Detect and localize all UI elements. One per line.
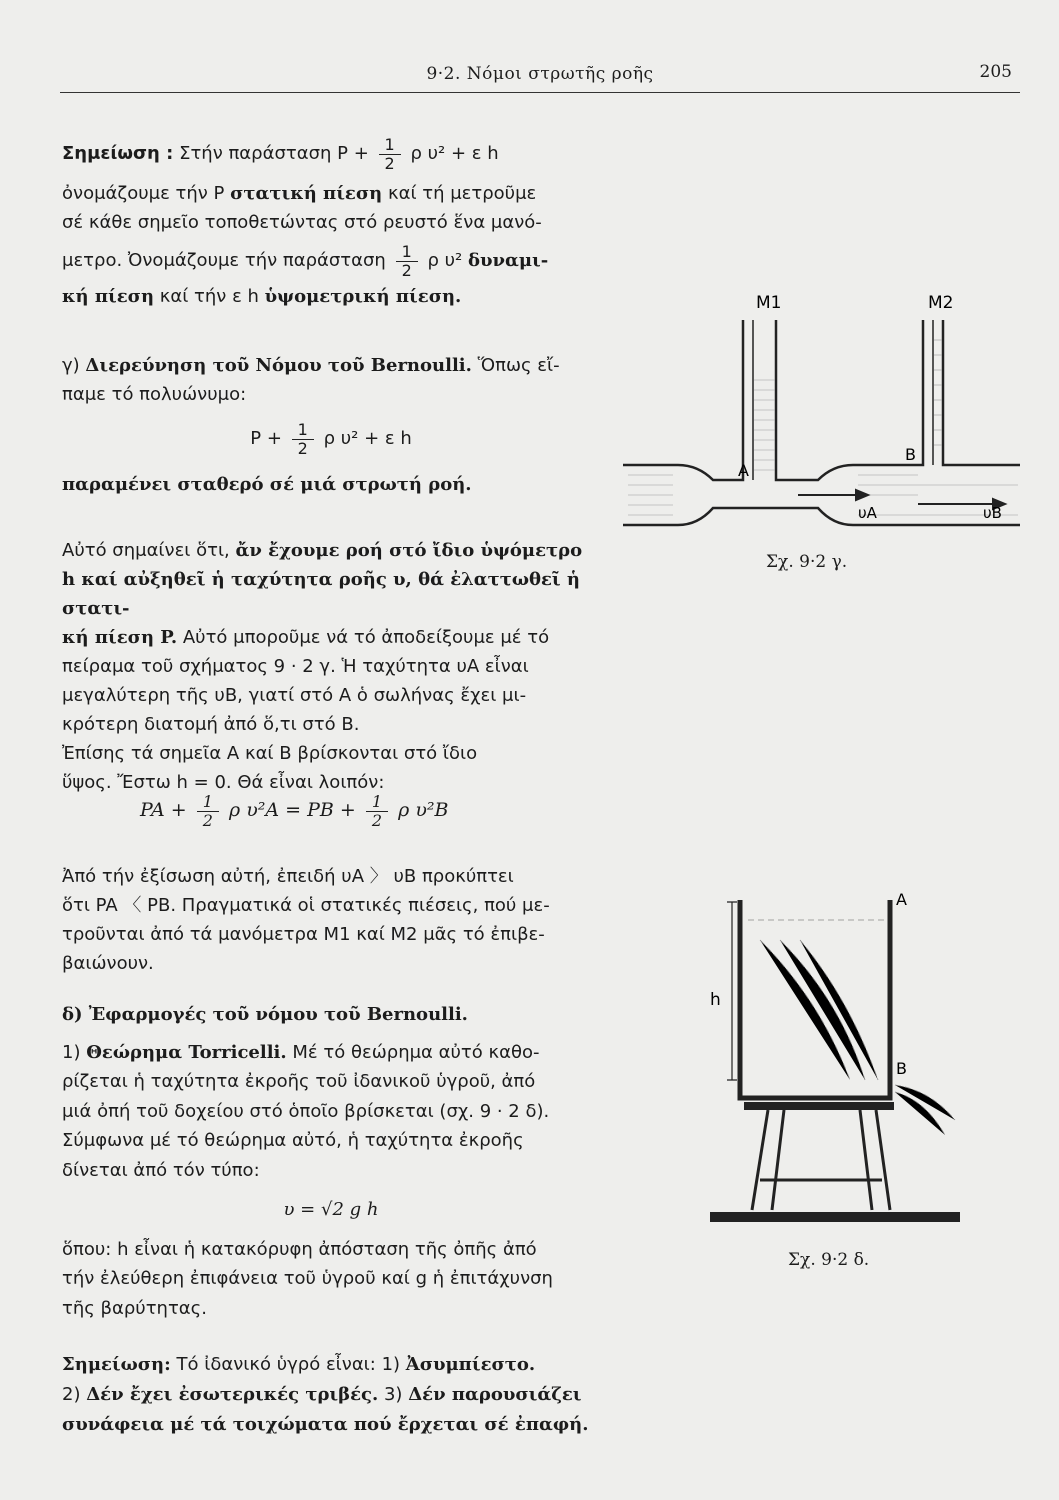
velocity-b-label: υB [983, 504, 1002, 522]
fraction-half: $\frac{1}{2}$ [379, 136, 401, 172]
section-heading: Διερεύνηση τοῦ Νόμου τοῦ Bernoulli. [85, 355, 472, 376]
outlet-b-label: B [896, 1059, 907, 1078]
conclusion-paragraph: Ἀπό τήν ἐξίσωση αὐτή, ἐπειδή υA 〉 υB προκύπτει ὅτι PA 〈 PB. Πραγματικά οἱ στατικές πιέσεις, πού με- τροῦνται ἀπό τά μανόμετρα M1 καί M2 μᾶς τό ἐπιβε- βαιώνουν. [62, 866, 550, 974]
height-label: h [710, 990, 721, 1010]
bernoulli-discussion: γ) Διερεύνηση τοῦ Νόμου τοῦ Bernoulli. Ὅπως εἴ- παμε τό πολυώνυμο: P + $\frac{1}{2}$ ρ υ² + ε h παραμένει σταθερό σέ μιά στρωτή ροή. [62, 352, 600, 500]
applications-section: δ) Ἐφαρμογές τοῦ νόμου τοῦ Bernoulli. 1) Θεώρημα Torricelli. Μέ τό θεώρημα αὐτό καθο- ρίζεται ἡ ταχύτητα ἐκροῆς τοῦ ἰδανικοῦ ὑγροῦ, ἀπό μιά ὀπή τοῦ δοχείου στό ὁποῖο βρίσκεται (σχ. 9 · 2 δ). Σύμφωνα μέ τό θεώρημα αὐτό, ἡ ταχύτητα ἐκροῆς δίνεται ἀπό τόν τύπο: υ = √2 g h ὅπου: h εἶναι ἡ κατακόρυφη ἀπόσταση τῆς ὀπῆς ἀπό τήν ἐλεύθερη ἐπιφάνεια τοῦ ὑγροῦ καί g ἡ ἐπιτάχυνση τῆς βαρύτητας. [62, 1000, 600, 1323]
polynomial-equation: P + $\frac{1}{2}$ ρ υ² + ε h [250, 419, 412, 458]
manometer-m1-label: M1 [756, 293, 782, 313]
page-number: 205 [979, 62, 1012, 82]
figure-caption-g: Σχ. 9·2 γ. [766, 552, 848, 572]
note-label: Σημείωση : [62, 143, 174, 164]
figure-torricelli-diagram [700, 880, 970, 1230]
ideal-fluid-note: Σημείωση: Τό ἰδανικό ὑγρό εἶναι: 1) Ἀσυμπίεστο. 2) Δέν ἔχει ἐσωτερικές τριβές. 3) Δέν παρουσιάζει συνάφεια μέ τά τοιχώματα πού ἔρχεται σέ ἐπαφή. [62, 1354, 589, 1435]
figure-venturi-diagram [618, 280, 1028, 580]
page-header [60, 58, 1020, 94]
explanation-paragraph: Αὐτό σημαίνει ὅτι, ἄν ἔχουμε ροή στό ἴδιο ὑψόμετρο h καί αὐξηθεῖ ἡ ταχύτητα ροῆς υ, θά ἐλαττωθεῖ ἡ στατι- κή πίεση P. Αὐτό μποροῦμε νά τό ἀποδείξουμε μέ τό πείραμα τοῦ σχήματος 9 · 2 γ. Ἡ ταχύτητα υA εἶναι μεγαλύτερη τῆς υB, γιατί στό A ὁ σωλήνας ἔχει μι- κρότερη διατομή ἀπό ὅ,τι στό B. Ἐπίσης τά σημεῖα A καί B βρίσκονται στό ἴδιο ὕψος. Ἔστω h = 0. Θά εἶναι λοιπόν: [62, 540, 583, 793]
bernoulli-equation: PA + $\frac{1}{2}$ ρ υ²A = PB + $\frac{1}{2}$ ρ υ²B [140, 791, 449, 830]
applications-heading: δ) Ἐφαρμογές τοῦ νόμου τοῦ Bernoulli. [62, 1004, 468, 1025]
manometer-m2-label: M2 [928, 293, 954, 313]
note-static-pressure: Σημείωση : Στήν παράσταση P + $\frac{1}{2}$ ρ υ² + ε h ὀνομάζουμε τήν P στατική πίεση καί τή μετροῦμε σέ κάθε σημεῖο τοποθετώντας στό ρευστό ἕνα μανό- μετρο. Ὀνομάζουμε τήν παράσταση $\frac{1}{2}$ ρ υ² δυναμι- κή πίεση καί τήν ε h ὑψομετρική πίεση. [62, 134, 549, 307]
header-rule [60, 92, 1020, 93]
point-b-label: B [905, 445, 916, 464]
surface-a-label: A [896, 890, 907, 909]
velocity-a-label: υA [858, 504, 877, 522]
running-title: 9·2. Νόμοι στρωτῆς ροῆς [426, 64, 654, 84]
fraction-half: $\frac{1}{2}$ [396, 243, 418, 279]
torricelli-formula: υ = √2 g h [283, 1199, 379, 1220]
figure-caption-d: Σχ. 9·2 δ. [788, 1250, 870, 1270]
point-a-label: A [738, 461, 749, 480]
